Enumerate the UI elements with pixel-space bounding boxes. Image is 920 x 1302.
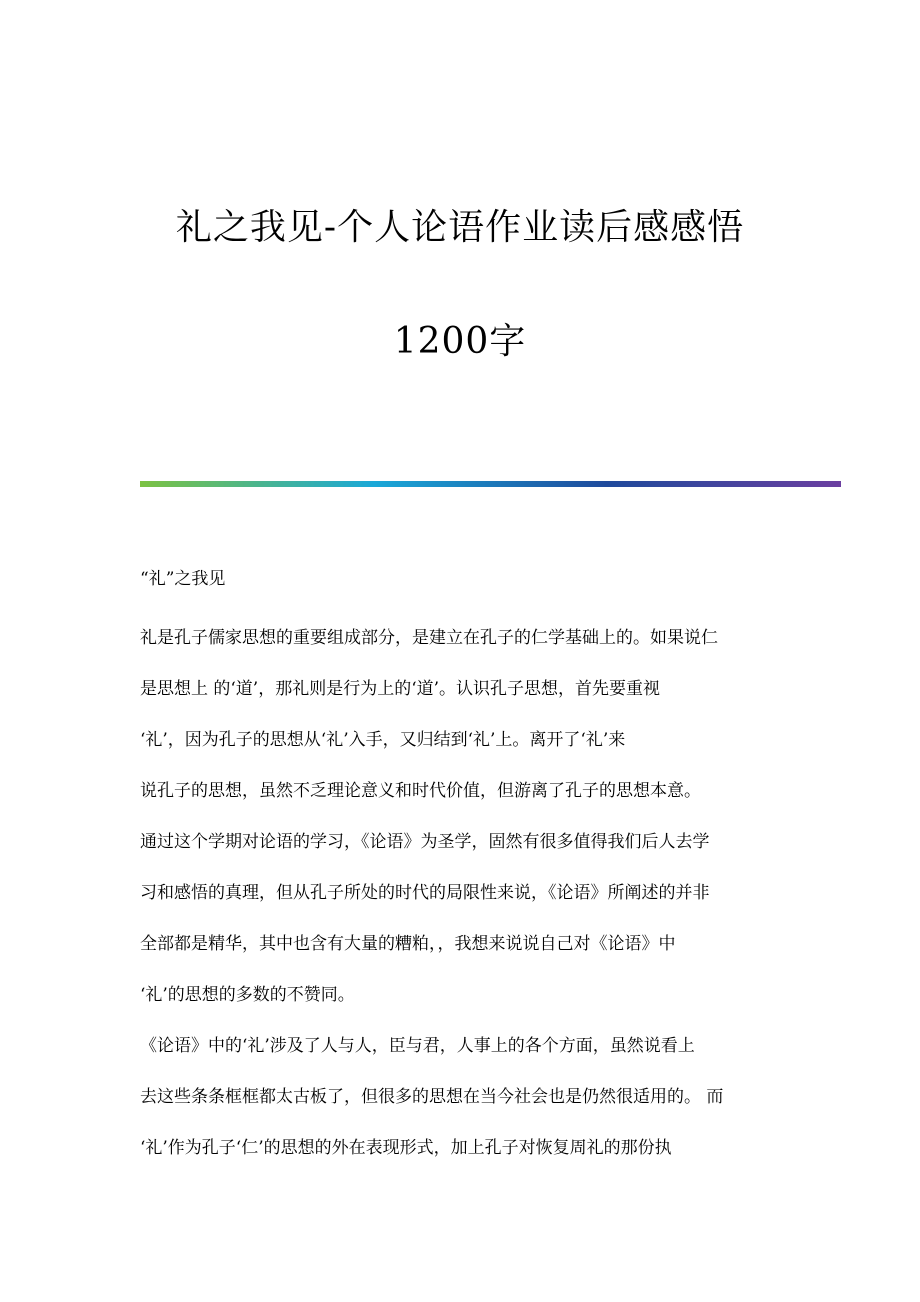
paragraph-line: 是思想上 的‘道’，那礼则是行为上的‘道’。认识孔子思想，首先要重视 <box>140 679 661 699</box>
paragraph-line: 全部都是精华，其中也含有大量的糟粕，，我想来说说自己对《论语》中 <box>140 934 676 954</box>
paragraph-line: 通过这个学期对论语的学习，《论语》为圣学，固然有很多值得我们后人去学 <box>140 832 710 852</box>
paragraph-line: 去这些条条框框都太古板了，但很多的思想在当今社会也是仍然很适用的。 而 <box>140 1087 724 1107</box>
document-body <box>140 566 780 1186</box>
paragraph-3 <box>140 1033 780 1162</box>
paragraph-1 <box>140 625 780 805</box>
paragraph-line: 习和感悟的真理，但从孔子所处的时代的局限性来说，《论语》所阐述的并非 <box>140 883 710 903</box>
section-heading: “礼”之我见 <box>140 569 226 589</box>
paragraph-line: 《论语》中的‘礼’涉及了人与人，臣与君，人事上的各个方面，虽然说看上 <box>140 1036 695 1056</box>
paragraph-line: ‘礼’，因为孔子的思想从‘礼’入手，又归结到‘礼’上。离开了‘礼’来 <box>140 730 626 750</box>
paragraph-line: ‘礼’的思想的多数的不赞同。 <box>140 985 355 1005</box>
paragraph-line: 礼是孔子儒家思想的重要组成部分，是建立在孔子的仁学基础上的。如果说仁 <box>140 628 718 648</box>
title-line-2: 1200字 <box>393 321 527 362</box>
document-title <box>80 208 840 362</box>
paragraph-line: 说孔子的思想，虽然不乏理论意义和时代价值，但游离了孔子的思想本意。 <box>140 781 701 801</box>
paragraph-2 <box>140 829 780 1009</box>
paragraph-line: ‘礼’作为孔子‘仁’的思想的外在表现形式，加上孔子对恢复周礼的那份执 <box>140 1138 672 1158</box>
gradient-divider <box>140 481 841 487</box>
title-line-1: 礼之我见-个人论语作业读后感感悟 <box>175 207 745 248</box>
